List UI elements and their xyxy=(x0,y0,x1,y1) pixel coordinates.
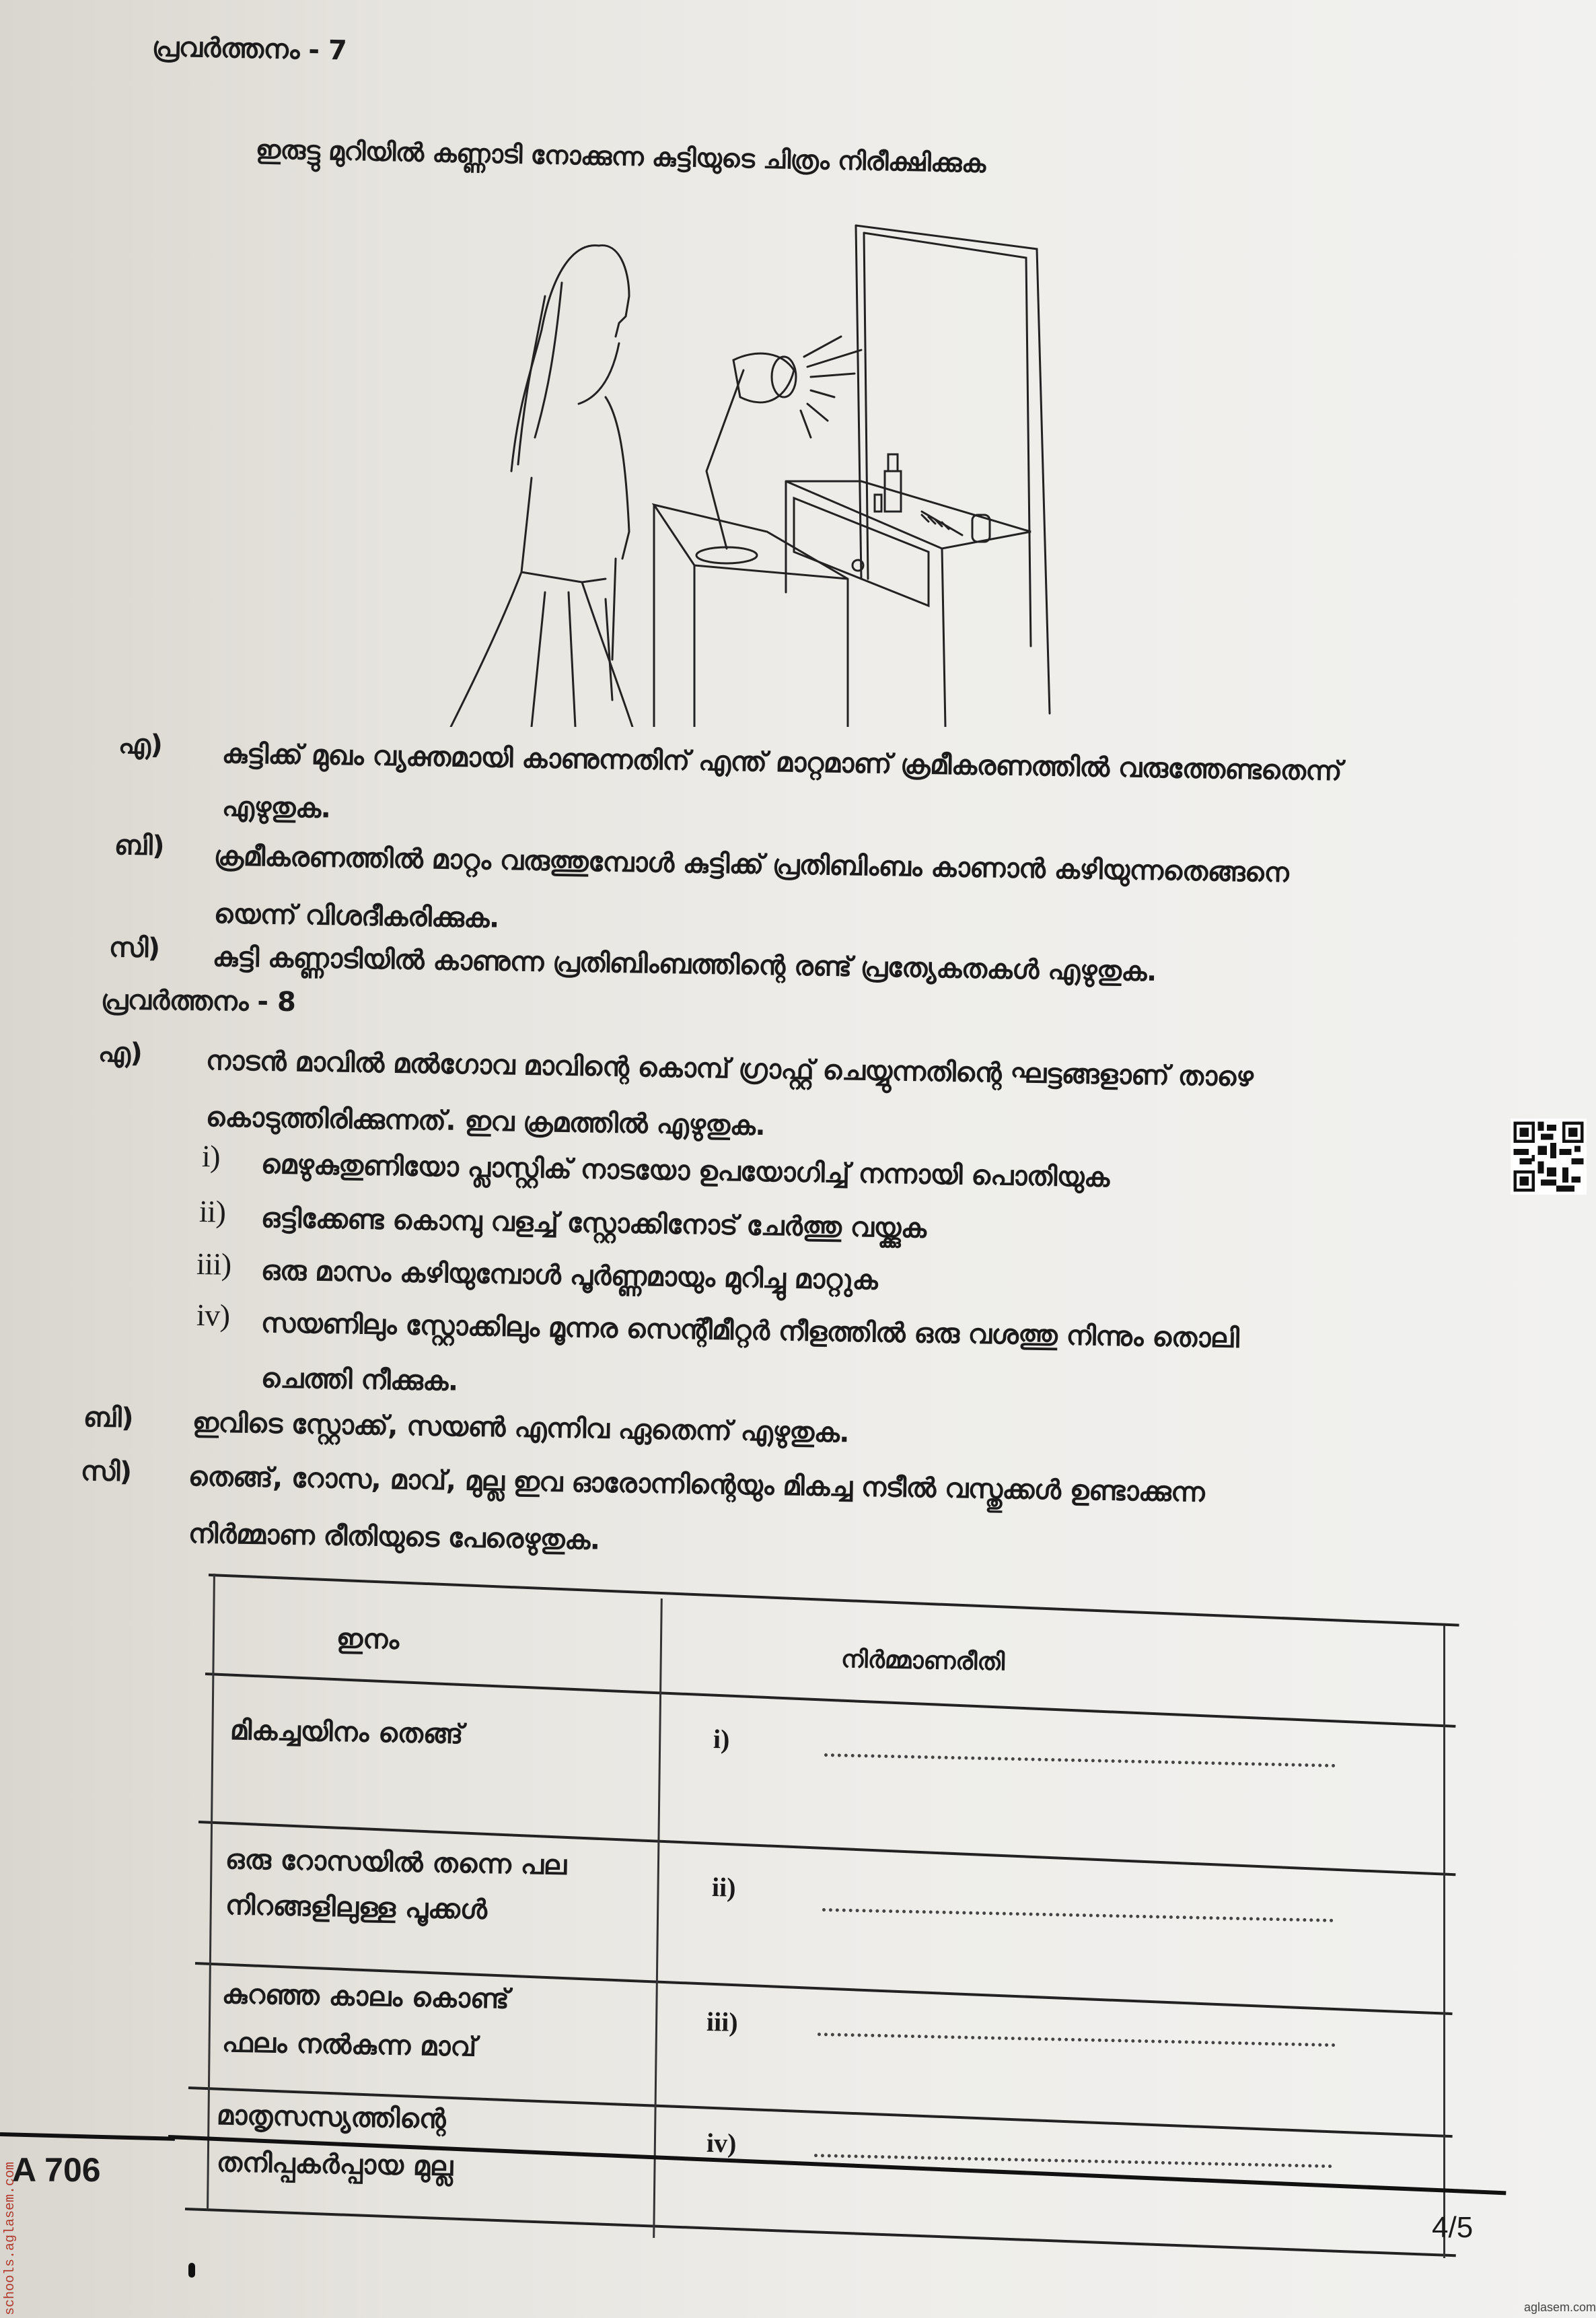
question-7a-line-2: എഴുതുക. xyxy=(221,792,331,824)
question-7c-line-1: കുട്ടി കണ്ണാടിയിൽ കാണുന്ന പ്രതിബിംബത്തിന്റെ രണ്ട് പ്രത്യേകതകൾ എഴുതുക. xyxy=(212,942,1157,988)
watermark-right: aglasem.com xyxy=(1524,2301,1596,2314)
watermark-left: schools.aglasem.com xyxy=(3,2161,18,2315)
row-1-answer-blank[interactable] xyxy=(824,1753,1336,1767)
row-3-answer-blank[interactable] xyxy=(818,2033,1336,2047)
row-1-number: i) xyxy=(713,1724,730,1755)
girl-mirror-illustration xyxy=(417,215,1157,727)
row-1-item: മികച്ചയിനം തെങ്ങ് xyxy=(229,1715,464,1751)
row-4-item-line-2: തനിപ്പകർപ്പായ മുല്ല xyxy=(216,2147,454,2183)
question-8a-label: എ) xyxy=(98,1037,143,1069)
activity-7-intro: ഇരുട്ടു മുറിയിൽ കണ്ണാടി നോക്കുന്ന കുട്ടിയുടെ ചിത്രം നിരീക്ഷിക്കുക xyxy=(255,135,986,178)
row-3-number: iii) xyxy=(706,2006,739,2037)
question-8a-line-1: നാടൻ മാവിൽ മൽഗോവ മാവിന്റെ കൊമ്പ് ഗ്രാഫ്റ്റ് ചെയ്യുന്നതിന്റെ ഘട്ടങ്ങളാണ് താഴെ xyxy=(205,1045,1254,1093)
question-7b-line-1: ക്രമീകരണത്തിൽ മാറ്റം വരുത്തുമ്പോൾ കുട്ടിക്ക് പ്രതിബിംബം കാണാൻ കഴിയുന്നതെങ്ങനെ xyxy=(213,841,1289,889)
row-4-item-line-1: മാതൃസസ്യത്തിന്റെ xyxy=(216,2100,447,2135)
question-8a-line-2: കൊടുത്തിരിക്കുന്നത്. ഇവ ക്രമത്തിൽ എഴുതുക. xyxy=(205,1102,766,1142)
step-iv-number: iv) xyxy=(196,1298,231,1333)
row-2-item-line-1: ഒരു റോസയിൽ തന്നെ പല xyxy=(225,1844,567,1881)
table-header-method: നിർമ്മാണരീതി xyxy=(840,1646,1005,1677)
question-7b-line-2: യെന്ന് വിശദീകരിക്കുക. xyxy=(213,899,500,934)
question-8b-text: ഇവിടെ സ്റ്റോക്ക്, സയൺ എന്നിവ ഏതെന്ന് എഴുതുക. xyxy=(192,1407,850,1449)
question-7a-label: എ) xyxy=(118,729,163,761)
row-4-number: iv) xyxy=(706,2128,737,2158)
step-iv-text-cont: ചെത്തി നീക്കുക. xyxy=(260,1363,459,1397)
row-2-number: ii) xyxy=(711,1872,736,1903)
question-8b-label: ബി) xyxy=(83,1402,134,1434)
step-ii-number: ii) xyxy=(198,1194,226,1229)
question-7b-label: ബി) xyxy=(114,830,165,862)
page-number: 4/5 xyxy=(1432,2211,1474,2244)
step-i-number: i) xyxy=(201,1139,221,1174)
question-8c-label: സി) xyxy=(80,1456,133,1488)
question-8c-line-1: തെങ്ങ്, റോസ, മാവ്, മുല്ല ഇവ ഓരോന്നിന്റെയും മികച്ച നടീൽ വസ്തുക്കൾ ഉണ്ടാക്കുന്ന xyxy=(188,1461,1205,1508)
activity-8-heading: പ്രവർത്തനം - 8 xyxy=(100,985,296,1018)
qr-code-icon xyxy=(1511,1119,1587,1195)
step-i-text: മെഴുകുതുണിയോ പ്ലാസ്റ്റിക് നാടയോ ഉപയോഗിച്ച് നന്നായി പൊതിയുക xyxy=(260,1149,1110,1193)
step-iii-number: iii) xyxy=(196,1246,232,1281)
question-7a-line-1: കുട്ടിക്ക് മുഖം വ്യക്തമായി കാണുന്നതിന് എന്ത് മാറ്റമാണ് ക്രമീകരണത്തിൽ വരുത്തേണ്ടതെന്ന് xyxy=(221,738,1342,787)
table-header-item: ഇനം xyxy=(336,1623,400,1656)
row-2-item-line-2: നിറങ്ങളിലുള്ള പൂക്കൾ xyxy=(225,1890,488,1926)
answer-table xyxy=(168,1568,1447,2183)
question-7c-label: സി) xyxy=(108,932,161,964)
question-8c-line-2: നിർമ്മാണ രീതിയുടെ പേരെഴുതുക. xyxy=(188,1518,600,1556)
step-iv-text: സയണിലും സ്റ്റോക്കിലും മൂന്നര സെന്റീമീറ്റർ നീളത്തിൽ ഒരു വശത്തു നിന്നും തൊലി xyxy=(260,1308,1239,1354)
activity-7-heading: പ്രവർത്തനം - 7 xyxy=(151,32,347,67)
row-3-item-line-2: ഫലം നൽകുന്ന മാവ് xyxy=(221,2027,477,2063)
row-3-item-line-1: കുറഞ്ഞ കാലം കൊണ്ട് xyxy=(221,1979,510,2015)
paper-code: A 706 xyxy=(12,2151,101,2189)
step-iii-text: ഒരു മാസം കഴിയുമ്പോൾ പൂർണ്ണമായും മുറിച്ചു മാറ്റുക xyxy=(260,1255,878,1296)
ink-spot xyxy=(188,2263,195,2278)
row-2-answer-blank[interactable] xyxy=(822,1908,1334,1922)
step-ii-text: ഒട്ടിക്കേണ്ട കൊമ്പു വളച്ച് സ്റ്റോക്കിനോട് ചേർത്തു വയ്ക്കുക xyxy=(260,1203,927,1244)
